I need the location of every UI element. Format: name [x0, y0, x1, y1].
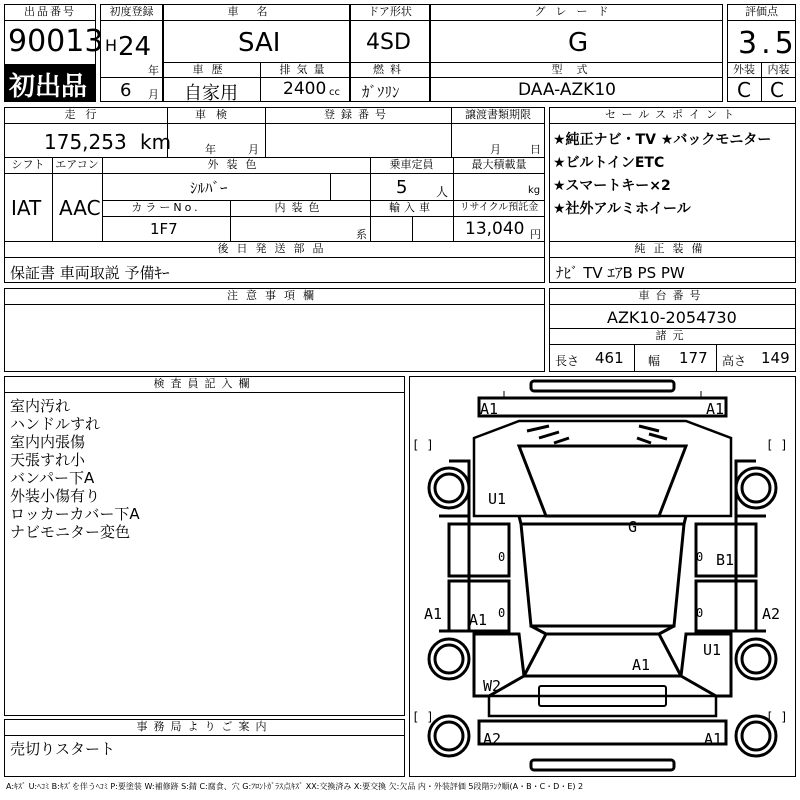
int-color-unit: 系	[356, 228, 367, 241]
inspector-line-5: バンパー下A	[10, 469, 95, 487]
era: H	[105, 36, 118, 55]
score: 3.5	[738, 26, 798, 61]
mark-front-right: A1	[706, 400, 725, 418]
ac-label: エアコン	[55, 158, 99, 171]
genuine-label: 純正装備	[634, 242, 711, 255]
grade: G	[568, 28, 589, 58]
displacement-label: 排気量	[279, 63, 331, 76]
mark-bracket-1: [ ]	[412, 438, 434, 452]
mark-front-left: A1	[480, 400, 499, 418]
mark-left-a1a: A1	[424, 605, 443, 623]
score-label: 評価点	[745, 5, 778, 18]
inspector-line-4: 天張すれ小	[10, 451, 86, 469]
sales-point-4: ★社外アルミホイール	[553, 201, 691, 217]
later-label: 後日発送部品	[217, 242, 332, 255]
max-load-label: 最大積載量	[471, 158, 527, 171]
mark-bracket-2: [ ]	[766, 438, 788, 452]
inspector-line-6: 外装小傷有り	[10, 487, 101, 505]
sales-point-1: ★純正ナビ・TV ★バックモニター	[553, 132, 772, 148]
transfer-day-unit: 日	[530, 143, 541, 156]
mark-roof-a1: A1	[632, 656, 651, 674]
mark-rear-right: A1	[704, 730, 723, 748]
reg-no-label: 登録番号	[324, 108, 392, 121]
mark-right-u1: U1	[703, 641, 722, 659]
mark-zero-1: 0	[498, 550, 506, 564]
model-label: 型式	[551, 63, 602, 76]
mark-left-a1b: A1	[469, 611, 488, 629]
genuine-items: ﾅﾋﾞ TV ｴｱB PS PW	[556, 264, 685, 282]
transfer-month-unit: 月	[490, 143, 501, 156]
mark-hood: G	[628, 518, 638, 536]
mileage-unit: km	[140, 130, 172, 154]
sales-point-2: ★ビルトインETC	[553, 155, 665, 171]
color-no-label: カラーNo.	[131, 201, 201, 214]
notes-label: 注意事項欄	[227, 289, 322, 302]
inspector-line-3: 室内内張傷	[10, 433, 86, 451]
history: 自家用	[184, 83, 238, 104]
inspection-month-unit: 月	[248, 143, 259, 156]
reg-month: 6	[120, 80, 132, 101]
capacity-label: 乗車定員	[389, 158, 434, 171]
height-label: 高さ	[722, 354, 747, 368]
exterior-grade: C	[737, 78, 751, 102]
dims-label: 諸元	[655, 329, 690, 342]
import-label: 輸入車	[389, 201, 434, 214]
inspector-line-1: 室内汚れ	[10, 397, 71, 415]
mark-zero-4: 0	[696, 606, 704, 620]
mark-right-a2: A2	[762, 605, 781, 623]
width: 177	[679, 349, 708, 367]
inspection-label: 車検	[195, 108, 237, 121]
mark-zero-2: 0	[696, 550, 704, 564]
history-label: 車歴	[192, 63, 231, 76]
fuel: ｶﾞｿﾘﾝ	[362, 83, 400, 101]
int-color-label: 内装色	[274, 201, 326, 214]
inspector-line-2: ハンドルすれ	[10, 415, 101, 433]
inspector-line-7: ロッカーカバー下A	[10, 505, 140, 523]
mark-rear-left: A2	[483, 730, 502, 748]
later-items: 保証書 車両取説 予備ｷｰ	[10, 264, 170, 282]
sales-points-label: セールスポイント	[604, 108, 740, 121]
interior-grade: C	[770, 78, 784, 102]
mark-bracket-3: [ ]	[412, 710, 434, 724]
car-name-label: 車名	[227, 5, 286, 18]
fuel-label: 燃料	[373, 63, 407, 76]
door-label: ドア形状	[368, 5, 412, 18]
door: 4SD	[366, 30, 411, 55]
mileage: 175,253	[44, 130, 127, 154]
inspector-line-8: ナビモニター変色	[10, 523, 131, 541]
lot-no: 90013	[8, 24, 104, 59]
reg-year: 24	[118, 32, 152, 62]
inspection-year-unit: 年	[205, 143, 216, 156]
year-unit: 年	[148, 64, 159, 77]
sales-point-3: ★スマートキー×2	[553, 178, 671, 194]
recycle-unit: 円	[530, 228, 541, 241]
length: 461	[595, 349, 624, 367]
shift-label: シフト	[11, 158, 45, 171]
chassis-number: AZK10-2054730	[607, 308, 737, 327]
capacity: 5	[396, 177, 408, 198]
height: 149	[761, 349, 790, 367]
shift: IAT	[11, 196, 42, 220]
mark-zero-3: 0	[498, 606, 506, 620]
mark-door-right: B1	[716, 551, 735, 569]
displacement: 2400	[283, 79, 327, 99]
displacement-unit: cc	[329, 87, 340, 98]
grade-label: グレード	[534, 5, 619, 18]
month-unit: 月	[148, 88, 159, 101]
max-load-unit: kg	[528, 185, 541, 196]
interior-label: 内装	[767, 63, 790, 76]
ext-color-label: 外装色	[207, 158, 265, 171]
mark-rear-w2: W2	[483, 677, 502, 695]
mark-fender-left: U1	[488, 490, 507, 508]
mileage-label: 走行	[64, 108, 107, 121]
ac: AAC	[59, 196, 101, 220]
chassis-label: 車台番号	[638, 289, 707, 302]
lot-no-label: 出品番号	[24, 5, 76, 18]
car-diagram	[409, 376, 796, 777]
recycle-label: リサイクル預託金	[459, 202, 539, 213]
exterior-label: 外装	[733, 63, 755, 76]
office-label: 事務局よりご案内	[136, 720, 273, 733]
first-listing-text: 初出品	[9, 72, 88, 102]
color-no: 1F7	[150, 220, 178, 238]
width-label: 幅	[648, 354, 661, 368]
mark-bracket-4: [ ]	[766, 710, 788, 724]
length-label: 長さ	[555, 354, 580, 368]
car-name: SAI	[238, 28, 281, 58]
capacity-unit: 人	[436, 185, 449, 199]
office-text: 売切りスタート	[10, 740, 116, 758]
ext-color: ｼﾙﾊﾞｰ	[190, 179, 228, 197]
inspector-label: 検査員記入欄	[153, 377, 256, 390]
recycle: 13,040	[465, 219, 525, 239]
first-reg-label: 初度登録	[109, 5, 154, 18]
legend: A:ｷｽﾞ U:ﾍｺﾐ B:ｷｽﾞを伴うﾍｺﾐ P:要塗装 W:補修跡 S:錆 C:腐食、穴 G:ﾌﾛﾝﾄｶﾞﾗｽ点ｷｽﾞ XX:交換済み X:要交換 欠:欠品 内・外装評価 5段階ﾗﾝｸ順(A・B・C・D・E) 2	[6, 782, 584, 791]
model: DAA-AZK10	[518, 80, 616, 100]
transfer-label: 譲渡書類期限	[465, 108, 531, 121]
